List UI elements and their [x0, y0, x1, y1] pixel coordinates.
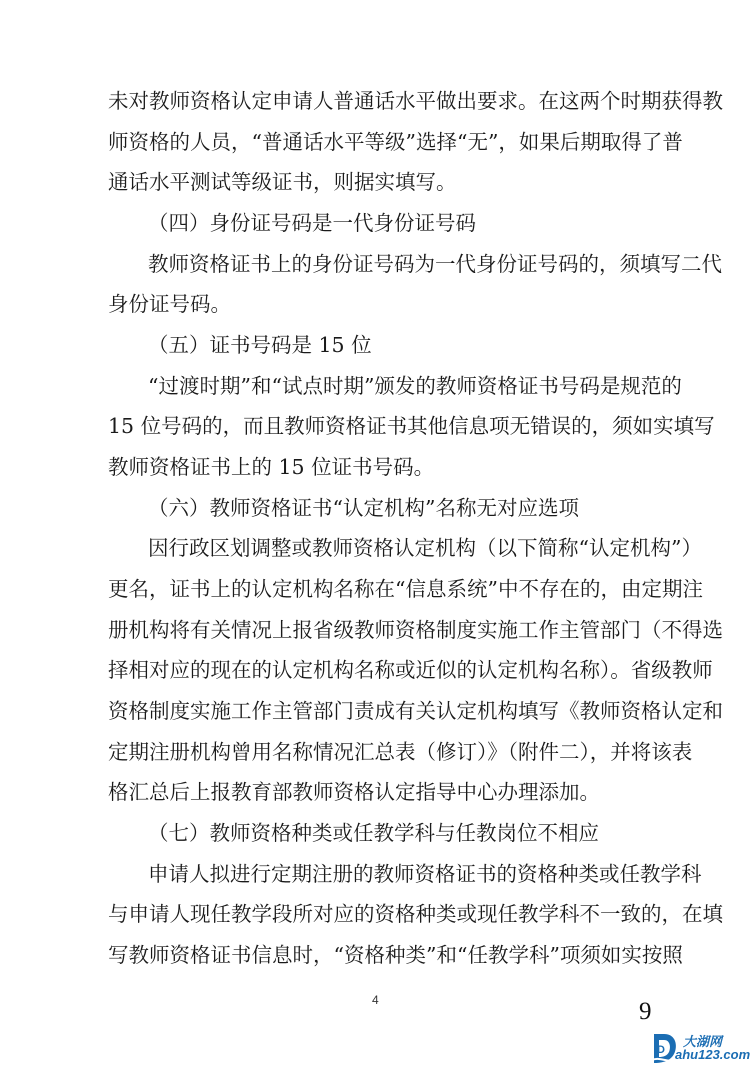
section-heading-4: （四）身份证号码是一代身份证号码 — [148, 211, 476, 235]
body-line-15: 择相对应的现在的认定机构名称或近似的认定机构名称）。省级教师 — [108, 658, 713, 682]
body-line-8: “过渡时期”和“试点时期”颁发的教师资格证书号码是规范的 — [148, 374, 682, 398]
footer-small-page-number: 4 — [372, 993, 379, 1007]
body-line-9: 15 位号码的，而且教师资格证书其他信息项无错误的，须如实填写 — [108, 414, 715, 438]
body-line-1: 未对教师资格认定申请人普通话水平做出要求。在这两个时期获得教 — [108, 89, 723, 113]
body-line-21-visible: 与申请人现任教学段所对应的资格种类或现任教学科不一致的，在填 — [108, 902, 723, 926]
body-line-10: 教师资格证书上的 15 位证书号码。 — [108, 455, 435, 479]
body-line-17: 定期注册机构曾用名称情况汇总表（修订）》（附件二），并将该表 — [108, 740, 693, 764]
logo-letter: D — [657, 1044, 665, 1056]
body-line-12: 因行政区划调整或教师资格认定机构（以下简称“认定机构”） — [148, 536, 702, 560]
watermark-logo — [650, 1030, 750, 1066]
body-line-16: 资格制度实施工作主管部门责成有关认定机构填写《教师资格认定和 — [108, 699, 723, 723]
body-line-22-visible: 写教师资格证书信息时，“资格种类”和“任教学科”项须如实按照 — [108, 943, 683, 967]
body-line-2: 师资格的人员，“普通话水平等级”选择“无”，如果后期取得了普 — [108, 130, 683, 154]
watermark-site-name: 大湖网 — [683, 1034, 723, 1049]
body-line-20: 申请人拟进行定期注册的教师资格证书的资格种类或任教学科 — [148, 862, 702, 886]
body-line-6: 身份证号码。 — [108, 292, 231, 316]
body-line-18: 格汇总后上报教育部教师资格认定指导中心办理添加。 — [108, 780, 600, 804]
section-heading-6: （六）教师资格证书“认定机构”名称无对应选项 — [148, 496, 579, 520]
watermark-site-url: ahu123.com — [675, 1047, 750, 1062]
body-line-3: 通话水平测试等级证书，则据实填写。 — [108, 170, 457, 194]
section-heading-5: （五）证书号码是 15 位 — [148, 333, 372, 357]
section-heading-7: （七）教师资格种类或任教学科与任教岗位不相应 — [148, 821, 599, 845]
body-line-14: 册机构将有关情况上报省级教师资格制度实施工作主管部门（不得选 — [108, 618, 723, 642]
body-line-13: 更名，证书上的认定机构名称在“信息系统”中不存在的，由定期注 — [108, 577, 703, 601]
body-line-5: 教师资格证书上的身份证号码为一代身份证号码的，须填写二代 — [148, 252, 722, 276]
page-number: 9 — [639, 998, 652, 1025]
